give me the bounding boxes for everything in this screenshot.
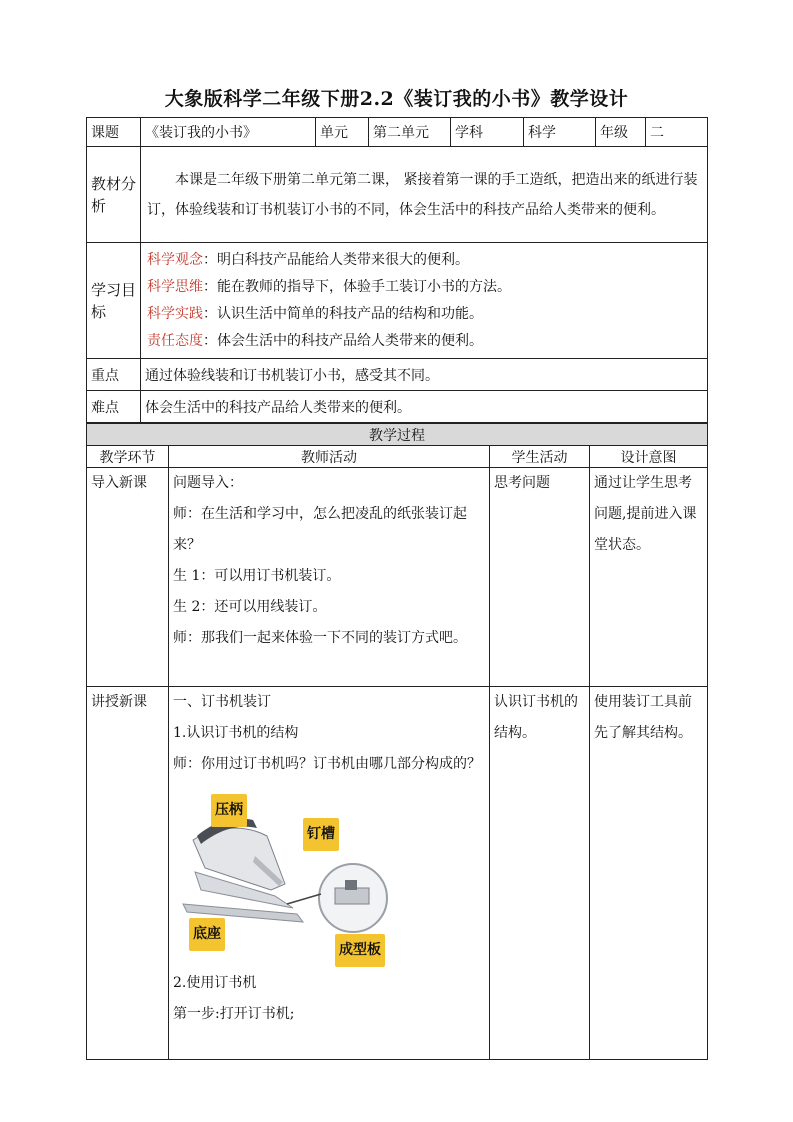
analysis-text: 本课是二年级下册第二单元第二课， 紧接着第一课的手工造纸，把造出来的纸进行装订，体验线装和订书机装订小书的不同，体会生活中的科技产品给人类带来的便利。 — [141, 147, 708, 243]
analysis-label: 教材分析 — [87, 147, 141, 243]
column-header: 学生活动 — [490, 446, 590, 468]
keypoint-text: 通过体验线装和订书机装订小书，感受其不同。 — [141, 359, 708, 391]
teacher-line: 师：在生活和学习中，怎么把凌乱的纸张装订起来？ — [173, 506, 467, 553]
goal-key: 责任态度 — [147, 332, 203, 349]
teacher-line: 生 1：可以用订书机装订。 — [173, 568, 341, 584]
intent-intro: 通过让学生思考问题,提前进入课堂状态。 — [590, 468, 708, 687]
goal-key: 科学实践 — [147, 305, 203, 322]
intent-lecture: 使用装订工具前先了解其结构。 — [590, 687, 708, 1060]
column-header: 设计意图 — [590, 446, 708, 468]
difficulty-label: 难点 — [87, 391, 141, 423]
teacher-line: 师：那我们一起来体验一下不同的装订方式吧。 — [173, 630, 467, 646]
student-intro: 思考问题 — [490, 468, 590, 687]
figure-label: 压柄 — [211, 794, 247, 827]
stage-intro: 导入新课 — [87, 468, 169, 687]
goal-item — [147, 328, 701, 355]
goal-text: ：体会生活中的科技产品给人类带来的便利。 — [203, 332, 483, 349]
unit-value: 第二单元 — [369, 118, 451, 147]
goal-key: 科学观念 — [147, 251, 203, 268]
grade-value: 二 — [646, 118, 708, 147]
teacher-intro — [169, 468, 490, 687]
teacher-line: 第一步:打开订书机; — [173, 1006, 295, 1022]
goals-label: 学习目标 — [87, 243, 141, 359]
lesson-value: 《装订我的小书》 — [141, 118, 316, 147]
unit-label: 单元 — [316, 118, 369, 147]
goal-text: ：能在教师的指导下，体验手工装订小书的方法。 — [203, 278, 511, 295]
teacher-line: 一、订书机装订 — [173, 694, 271, 710]
subject-label: 学科 — [451, 118, 524, 147]
teacher-line: 师：你用过订书机吗？订书机由哪几部分构成的？ — [173, 756, 481, 772]
goal-item — [147, 274, 701, 301]
goal-key: 科学思维 — [147, 278, 203, 295]
process-header: 教学过程 — [87, 424, 708, 446]
grade-label: 年级 — [596, 118, 646, 147]
goal-text: ：明白科技产品能给人类带来很大的便利。 — [203, 251, 469, 268]
teacher-line: 生 2：还可以用线装订。 — [173, 599, 327, 615]
goal-text: ：认识生活中简单的科技产品的结构和功能。 — [203, 305, 483, 322]
column-header: 教师活动 — [169, 446, 490, 468]
lesson-label: 课题 — [87, 118, 141, 147]
goal-item — [147, 247, 701, 274]
column-header: 教学环节 — [87, 446, 169, 468]
teacher-lecture — [169, 687, 490, 1060]
goals-list — [141, 243, 708, 359]
stage-lecture: 讲授新课 — [87, 687, 169, 1060]
figure-label: 底座 — [189, 918, 225, 951]
goal-item — [147, 301, 701, 328]
keypoint-label: 重点 — [87, 359, 141, 391]
subject-value: 科学 — [524, 118, 596, 147]
teacher-line: 2.使用订书机 — [173, 975, 257, 991]
stapler-figure — [175, 786, 393, 958]
student-lecture: 认识订书机的结构。 — [490, 687, 590, 1060]
difficulty-text: 体会生活中的科技产品给人类带来的便利。 — [141, 391, 708, 423]
figure-label: 钉槽 — [303, 818, 339, 851]
figure-label: 成型板 — [335, 934, 385, 967]
info-table — [86, 117, 708, 423]
teacher-line: 1.认识订书机的结构 — [173, 725, 299, 741]
document-title: 大象版科学二年级下册2.2《装订我的小书》教学设计 — [164, 88, 629, 110]
teacher-line: 问题导入： — [173, 475, 243, 491]
process-table — [86, 423, 708, 1060]
